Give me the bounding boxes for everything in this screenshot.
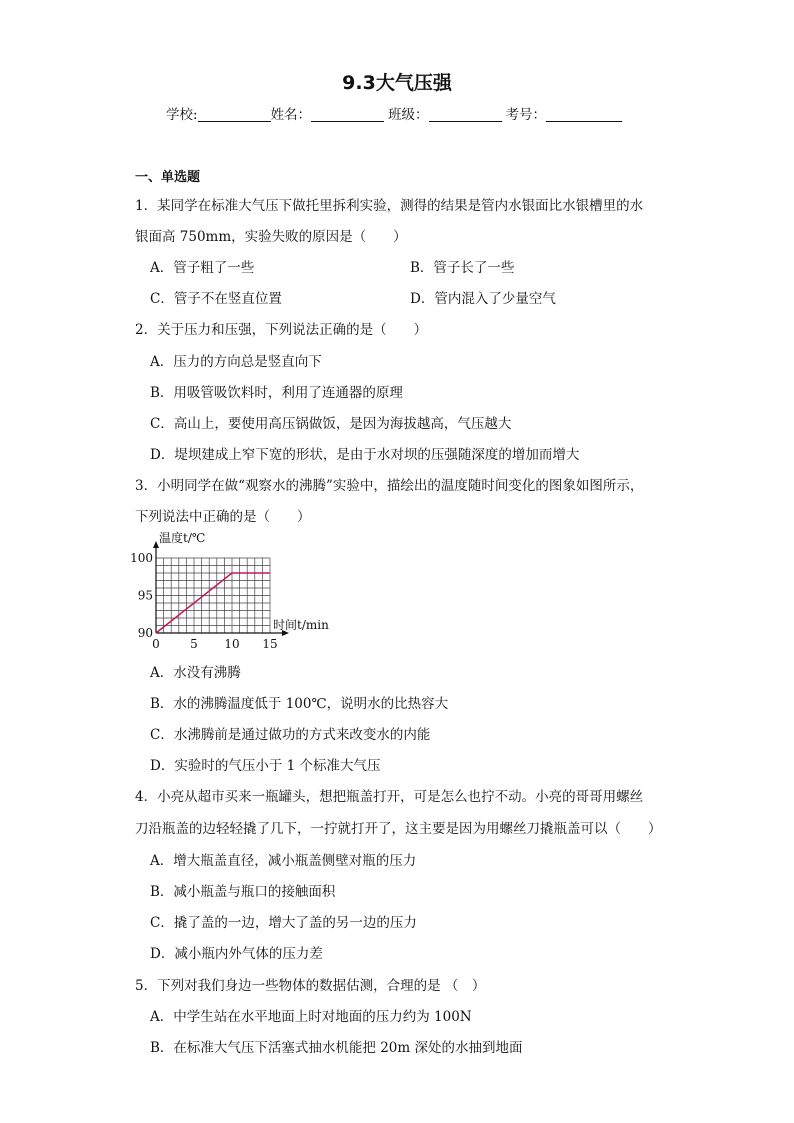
y-tick-label: 100 [130,551,153,565]
chart-y-axis-label: 温度t/℃ [159,531,206,545]
x-tick-label: 10 [224,637,240,651]
page-title: 9.3大气压强 [342,72,452,94]
q5-line1: 5．下列对我们身边一些物体的数据估测，合理的是 （ ） [135,978,486,994]
number-label: 考号： [505,107,547,123]
q1-option-a[interactable]: A．管子粗了一些 [150,260,255,276]
q4-option-d[interactable]: D．减小瓶内外气体的压力差 [150,946,323,962]
q4-line2: 刀沿瓶盖的边轻轻撬了几下，一拧就打开了，这主要是因为用螺丝刀撬瓶盖可以（ ） [135,821,662,837]
chart-tick-labels [130,551,278,651]
q4-option-b[interactable]: B．减小瓶盖与瓶口的接触面积 [150,884,336,900]
q3-line2: 下列说法中正确的是（ ） [135,509,311,525]
q2-option-a[interactable]: A．压力的方向总是竖直向下 [150,354,322,370]
name-label: 姓名： [270,107,312,123]
q2-option-d[interactable]: D．堤坝建成上窄下宽的形状，是由于水对坝的压强随深度的增加而增大 [150,447,580,463]
school-label: 学校: [166,107,198,123]
q3-option-b[interactable]: B．水的沸腾温度低于 100℃，说明水的比热容大 [150,696,449,712]
q3-option-d[interactable]: D．实验时的气压小于 1 个标准大气压 [150,758,381,774]
q3-option-a[interactable]: A．水没有沸腾 [150,665,241,681]
temperature-time-chart [128,528,343,656]
q1-option-d[interactable]: D．管内混入了少量空气 [410,291,556,307]
x-tick-label: 5 [190,637,198,651]
chart-axes [153,541,289,636]
class-blank[interactable] [429,107,502,122]
q4-option-c[interactable]: C．撬了盖的一边，增大了盖的另一边的压力 [150,915,417,931]
class-label: 班级： [388,107,429,123]
chart-x-axis-label: 时间t/min [273,618,329,632]
q1-line2: 银面高 750mm，实验失败的原因是（ ） [135,229,407,245]
q3-line1: 3．小明同学在做“观察水的沸腾”实验中，描绘出的温度随时间变化的图象如图所示， [135,478,644,494]
x-tick-label: 0 [152,637,160,651]
q5-option-a[interactable]: A．中学生站在水平地面上时对地面的压力约为 100N [150,1009,472,1025]
q1-line1: 1．某同学在标准大气压下做托里拆利实验，测得的结果是管内水银面比水银槽里的水 [135,198,644,214]
y-tick-label: 95 [137,588,153,603]
q2-option-c[interactable]: C．高山上，要使用高压锅做饭，是因为海拔越高，气压越大 [150,416,512,432]
q2-option-b[interactable]: B．用吸管吸饮料时，利用了连通器的原理 [150,385,403,401]
q2-line1: 2．关于压力和压强，下列说法正确的是（ ） [135,322,428,338]
q1-option-b[interactable]: B．管子长了一些 [410,260,515,276]
number-blank[interactable] [546,107,622,122]
q5-option-b[interactable]: B．在标准大气压下活塞式抽水机能把 20m 深处的水抽到地面 [150,1040,523,1056]
name-blank[interactable] [311,107,384,122]
chart-grid [156,558,270,633]
q1-option-c[interactable]: C．管子不在竖直位置 [150,291,282,307]
q4-option-a[interactable]: A．增大瓶盖直径，减小瓶盖侧壁对瓶的压力 [150,853,417,869]
q3-option-c[interactable]: C．水沸腾前是通过做功的方式来改变水的内能 [150,727,431,743]
x-tick-label: 15 [262,637,278,651]
student-info-row [166,103,622,123]
school-blank[interactable] [198,107,271,122]
q4-line1: 4．小亮从超市买来一瓶罐头，想把瓶盖打开，可是怎么也拧不动。小亮的哥哥用螺丝 [135,789,644,805]
y-tick-label: 90 [137,626,153,640]
section-heading: 一、单选题 [135,170,201,185]
